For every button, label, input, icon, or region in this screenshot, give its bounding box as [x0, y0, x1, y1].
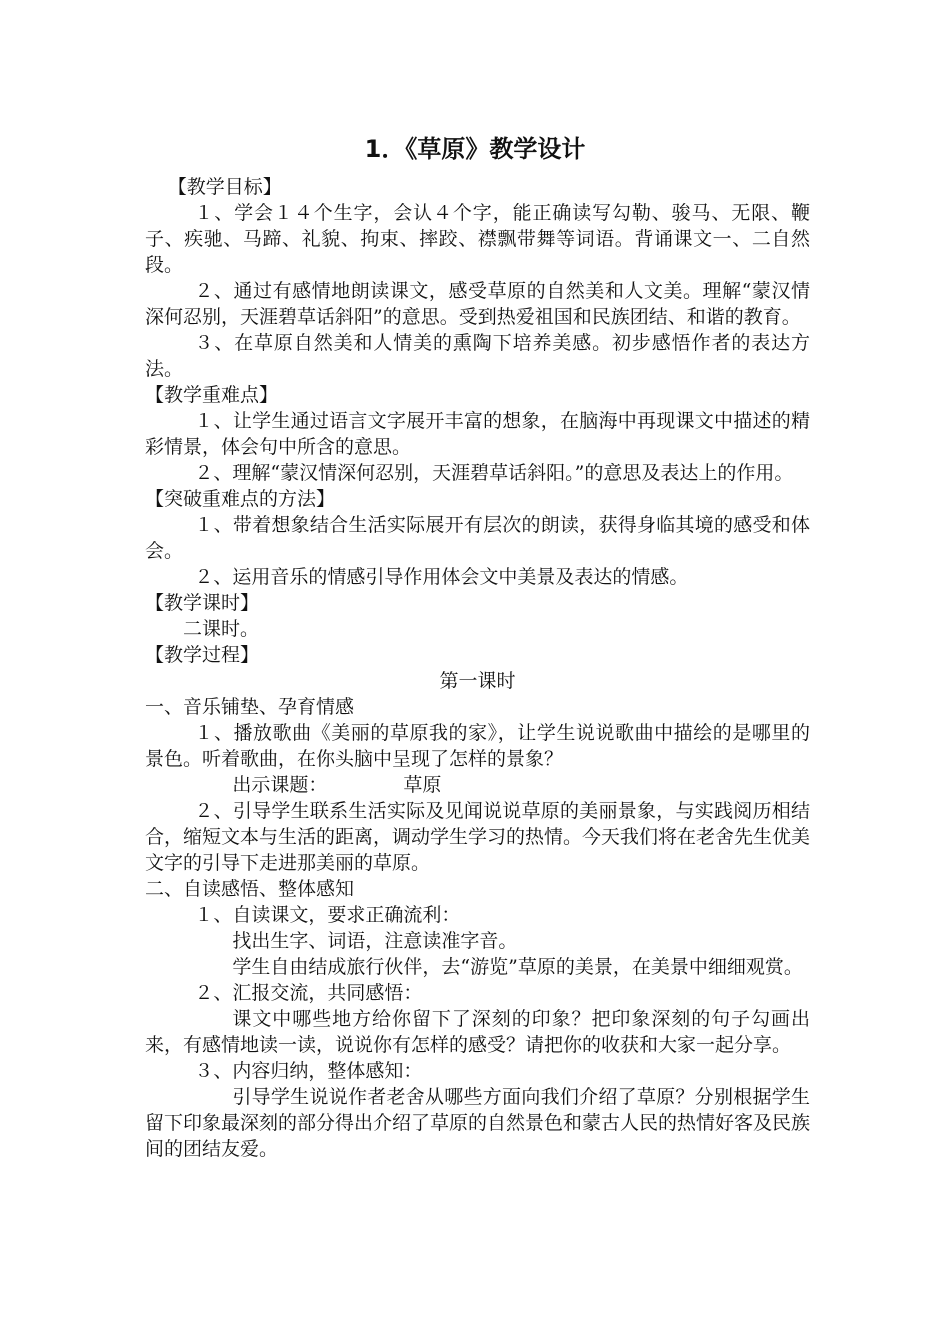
paragraph: ３、内容归纳，整体感知： — [194, 1060, 423, 1082]
paragraph: １、让学生通过语言文字展开丰富的想象，在脑海中再现课文中描述的精彩情景，体会句中所含的意思。 — [145, 410, 810, 458]
topic-label: 出示课题： — [232, 774, 328, 796]
paragraph: ２、汇报交流，共同感悟： — [194, 982, 423, 1004]
document-body — [145, 174, 810, 1162]
paragraph: ３、在草原自然美和人情美的熏陶下培养美感。初步感悟作者的表达方法。 — [145, 332, 810, 380]
paragraph: ２、通过有感情地朗读课文，感受草原的自然美和人文美。理解“蒙汉情深何忍别，天涯碧草话斜阳”的意思。受到热爱祖国和民族团结、和谐的教育。 — [145, 280, 810, 328]
part-heading: 一、音乐铺垫、孕育情感 — [145, 696, 355, 718]
paragraph: 引导学生说说作者老舍从哪些方面向我们介绍了草原？分别根据学生留下印象最深刻的部分得出介绍了草原的自然景色和蒙古人民的热情好客及民族间的团结友爱。 — [145, 1086, 811, 1160]
paragraph: 二课时。 — [183, 618, 260, 640]
lesson-heading: 第一课时 — [439, 670, 516, 692]
document-title: 1．《草原》教学设计 — [364, 135, 586, 163]
part-heading: 二、自读感悟、整体感知 — [145, 878, 355, 900]
paragraph: １、学会１４个生字，会认４个字，能正确读写勾勒、骏马、无限、鞭子、疾驰、马蹄、礼貌、拘束、摔跤、襟飘带舞等词语。背诵课文一、二自然段。 — [145, 202, 810, 276]
paragraph: 课文中哪些地方给你留下了深刻的印象？把印象深刻的句子勾画出来，有感情地读一读，说说你有怎样的感受？请把你的收获和大家一起分享。 — [145, 1008, 810, 1056]
section-heading-key-points: 【教学重难点】 — [145, 384, 279, 406]
section-heading-hours: 【教学课时】 — [145, 592, 260, 614]
section-heading-methods: 【突破重难点的方法】 — [145, 488, 336, 510]
topic-value: 草原 — [403, 774, 442, 796]
paragraph: ２、运用音乐的情感引导作用体会文中美景及表达的情感。 — [194, 566, 689, 588]
section-heading-goals: 【教学目标】 — [167, 176, 282, 198]
paragraph: １、自读课文，要求正确流利： — [194, 904, 461, 926]
paragraph: ２、理解“蒙汉情深何忍别，天涯碧草话斜阳。”的意思及表达上的作用。 — [194, 462, 794, 484]
paragraph: ２、引导学生联系生活实际及见闻说说草原的美丽景象，与实践阅历相结合，缩短文本与生活的距离，调动学生学习的热情。今天我们将在老舍先生优美文字的引导下走进那美丽的草原。 — [145, 800, 811, 874]
section-heading-process: 【教学过程】 — [145, 644, 260, 666]
topic-line — [145, 772, 810, 798]
paragraph: １、带着想象结合生活实际展开有层次的朗读，获得身临其境的感受和体会。 — [145, 514, 810, 562]
paragraph: 学生自由结成旅行伙伴，去“游览”草原的美景，在美景中细细观赏。 — [232, 956, 803, 978]
paragraph: 找出生字、词语，注意读准字音。 — [232, 930, 518, 952]
paragraph: １、播放歌曲《美丽的草原我的家》，让学生说说歌曲中描绘的是哪里的景色。听着歌曲，在你头脑中呈现了怎样的景象？ — [145, 722, 810, 770]
